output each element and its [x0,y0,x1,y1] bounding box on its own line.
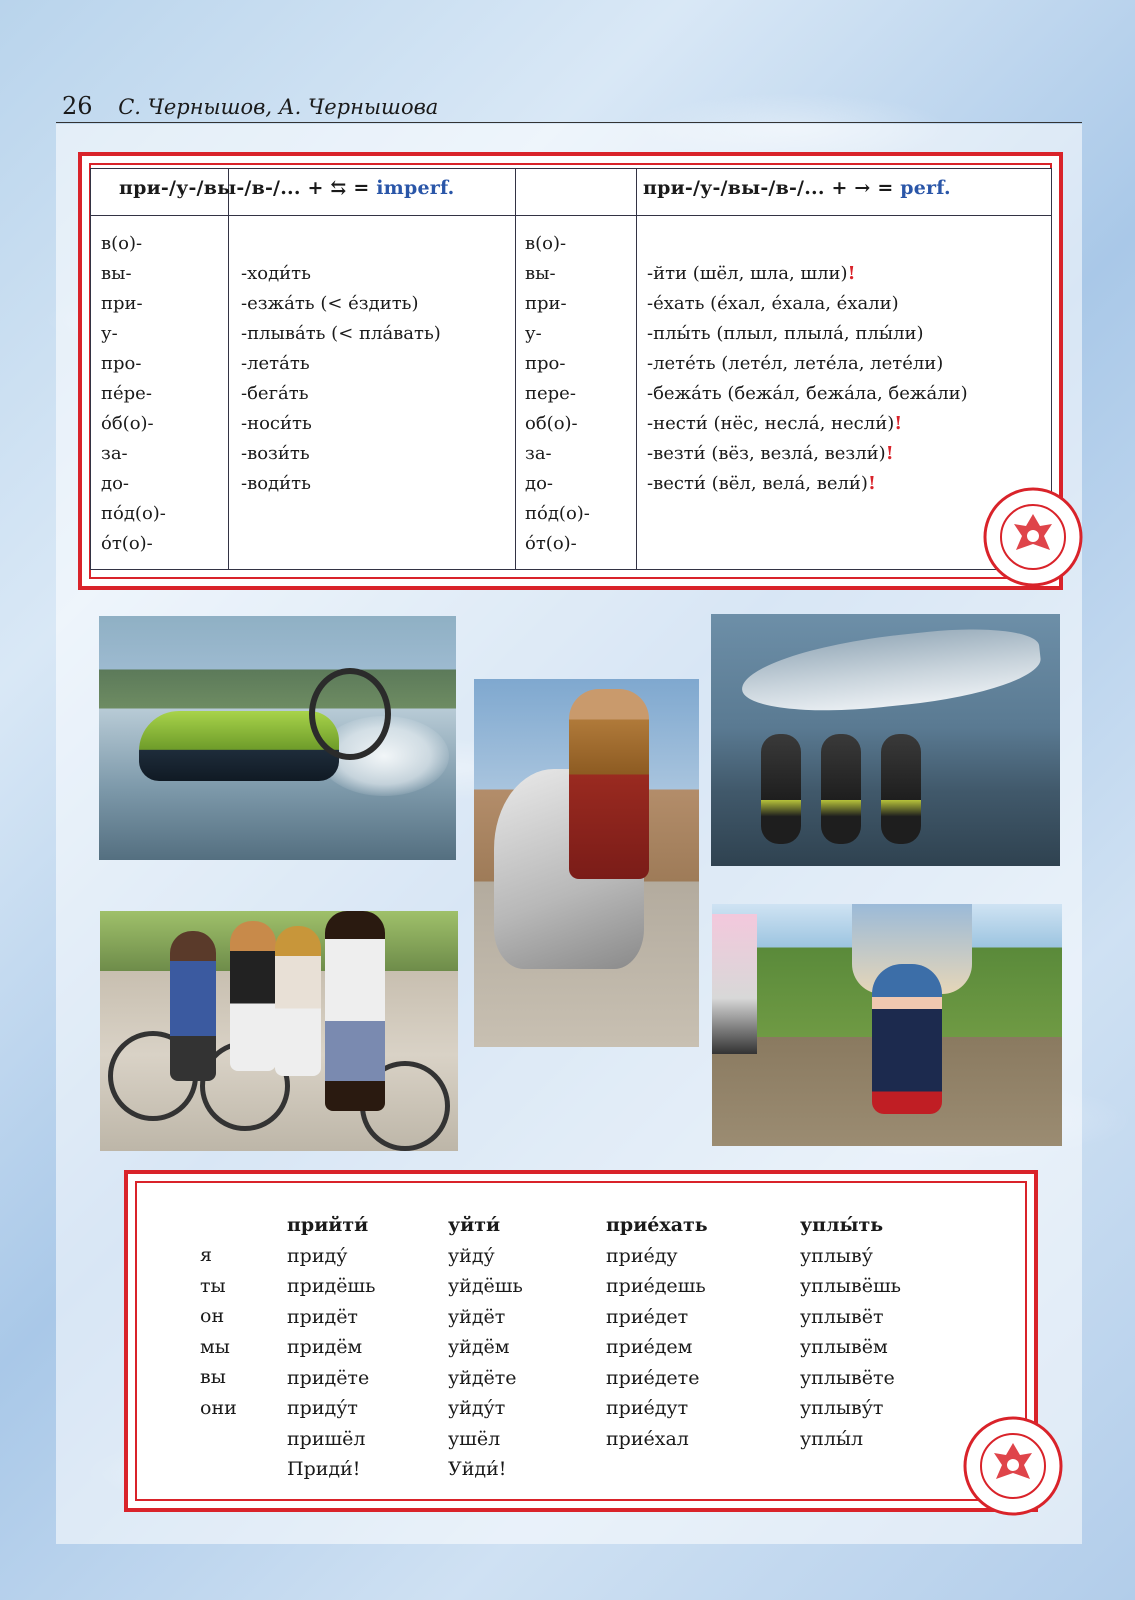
prefix-item: вы- [525,263,556,284]
shark-divers-photo [711,614,1060,866]
hovercraft-photo [99,616,456,860]
warning-mark: ! [867,473,876,494]
perf-verb: -йти (шёл, шла, шли)! [647,263,856,284]
perf-verb: -лете́ть (лете́л, лете́ла, лете́ли) [647,353,944,374]
prefix-item: о́т(о)- [101,533,153,554]
perf-verb: -плы́ть (плыл, плыла́, плы́ли) [647,323,924,344]
prefix-list-right [525,229,590,559]
prefix-item: у- [525,323,542,344]
perf-verb-list [647,259,968,499]
conj-column-priekhat: прие́хать прие́ду прие́дешь прие́дет прие́дем прие́дете прие́дут прие́хал [606,1210,708,1454]
prefix-item: про- [525,353,566,374]
pronoun: они [200,1396,237,1419]
verb-heading: прийти́ [287,1214,369,1236]
imperf-verb-list [241,259,441,499]
conj-column-priyti: прийти́ приду́ придёшь придёт придём придёте приду́т пришёл Приди́! [287,1210,375,1485]
grammar-stamp-icon [982,486,1084,588]
prefix-item: за- [525,443,552,464]
rickshaw-photo [100,911,458,1151]
prefix-item: про- [101,353,142,374]
prefix-item: в(о)- [525,233,567,254]
perf-header: при-/у-/вы-/в-/... + → = perf. [643,177,951,199]
grammar-stamp-icon [962,1415,1064,1517]
prefix-item: до- [101,473,130,494]
imperf-verb: -води́ть [241,473,311,494]
page-header [62,92,438,120]
header-rule [56,122,1082,123]
imperf-verb: -бега́ть [241,383,309,404]
prefix-item: до- [525,473,554,494]
verb-heading: уйти́ [448,1214,501,1236]
conj-column-uplyt: уплы́ть уплыву́ уплывёшь уплывёт уплывём уплывёте уплыву́т уплы́л [800,1210,901,1454]
imperf-verb: -вози́ть [241,443,310,464]
pronoun: он [200,1305,225,1327]
prefix-item: пере- [525,383,576,404]
imperf-verb: -носи́ть [241,413,312,434]
prefix-item: в(о)- [101,233,143,254]
imperf-verb: -ходи́ть [241,263,311,284]
prefix-item: при- [525,293,567,314]
prefix-item: о́б(о)- [101,413,154,434]
warning-mark: ! [885,443,894,464]
perf-verb: -бежа́ть (бежа́л, бежа́ла, бежа́ли) [647,383,968,404]
authors: С. Чернышов, А. Чернышова [118,95,439,119]
imperf-verb: -езжа́ть (< е́здить) [241,293,419,314]
verb-heading: прие́хать [606,1214,708,1236]
prefix-list-left [101,229,166,559]
prefix-item: за- [101,443,128,464]
pronoun: я [200,1244,212,1266]
pronoun: вы [200,1366,226,1388]
horse-rider-photo [474,679,699,1047]
verbs-of-motion-table [90,168,1052,570]
verb-heading: уплы́ть [800,1214,884,1236]
imperf-verb: -плыва́ть (< пла́вать) [241,323,441,344]
imperf-label: imperf. [376,177,455,199]
pronoun: мы [200,1335,230,1358]
prefix-item: по́д(о)- [525,503,590,524]
prefix-item: об(о)- [525,413,578,434]
table-header-divider [91,215,1051,216]
prefix-item: пе́ре- [101,383,152,404]
conj-column-uyti: уйти́ уйду́ уйдёшь уйдёт уйдём уйдёте уйду́т ушёл Уйди́! [448,1210,523,1485]
perf-verb: -е́хать (е́хал, е́хала, е́хали) [647,293,899,314]
perf-verb: -везти́ (вёз, везла́, везли́)! [647,443,894,464]
imperf-header: при-/у-/вы-/в-/... + ⇆ = imperf. [119,177,455,199]
baby-walking-photo [712,904,1062,1146]
prefix-item: вы- [101,263,132,284]
warning-mark: ! [847,263,856,284]
warning-mark: ! [894,413,903,434]
prefix-item: у- [101,323,118,344]
imperf-verb: -лета́ть [241,353,310,374]
pronoun-column [200,1240,237,1423]
perf-verb: -вести́ (вёл, вела́, вели́)! [647,473,876,494]
prefix-item: по́д(о)- [101,503,166,524]
perf-verb: -нести́ (нёс, несла́, несли́)! [647,413,903,434]
page-number: 26 [62,92,93,120]
perf-label: perf. [900,177,951,199]
prefix-item: при- [101,293,143,314]
pronoun: ты [200,1274,226,1297]
prefix-item: о́т(о)- [525,533,577,554]
